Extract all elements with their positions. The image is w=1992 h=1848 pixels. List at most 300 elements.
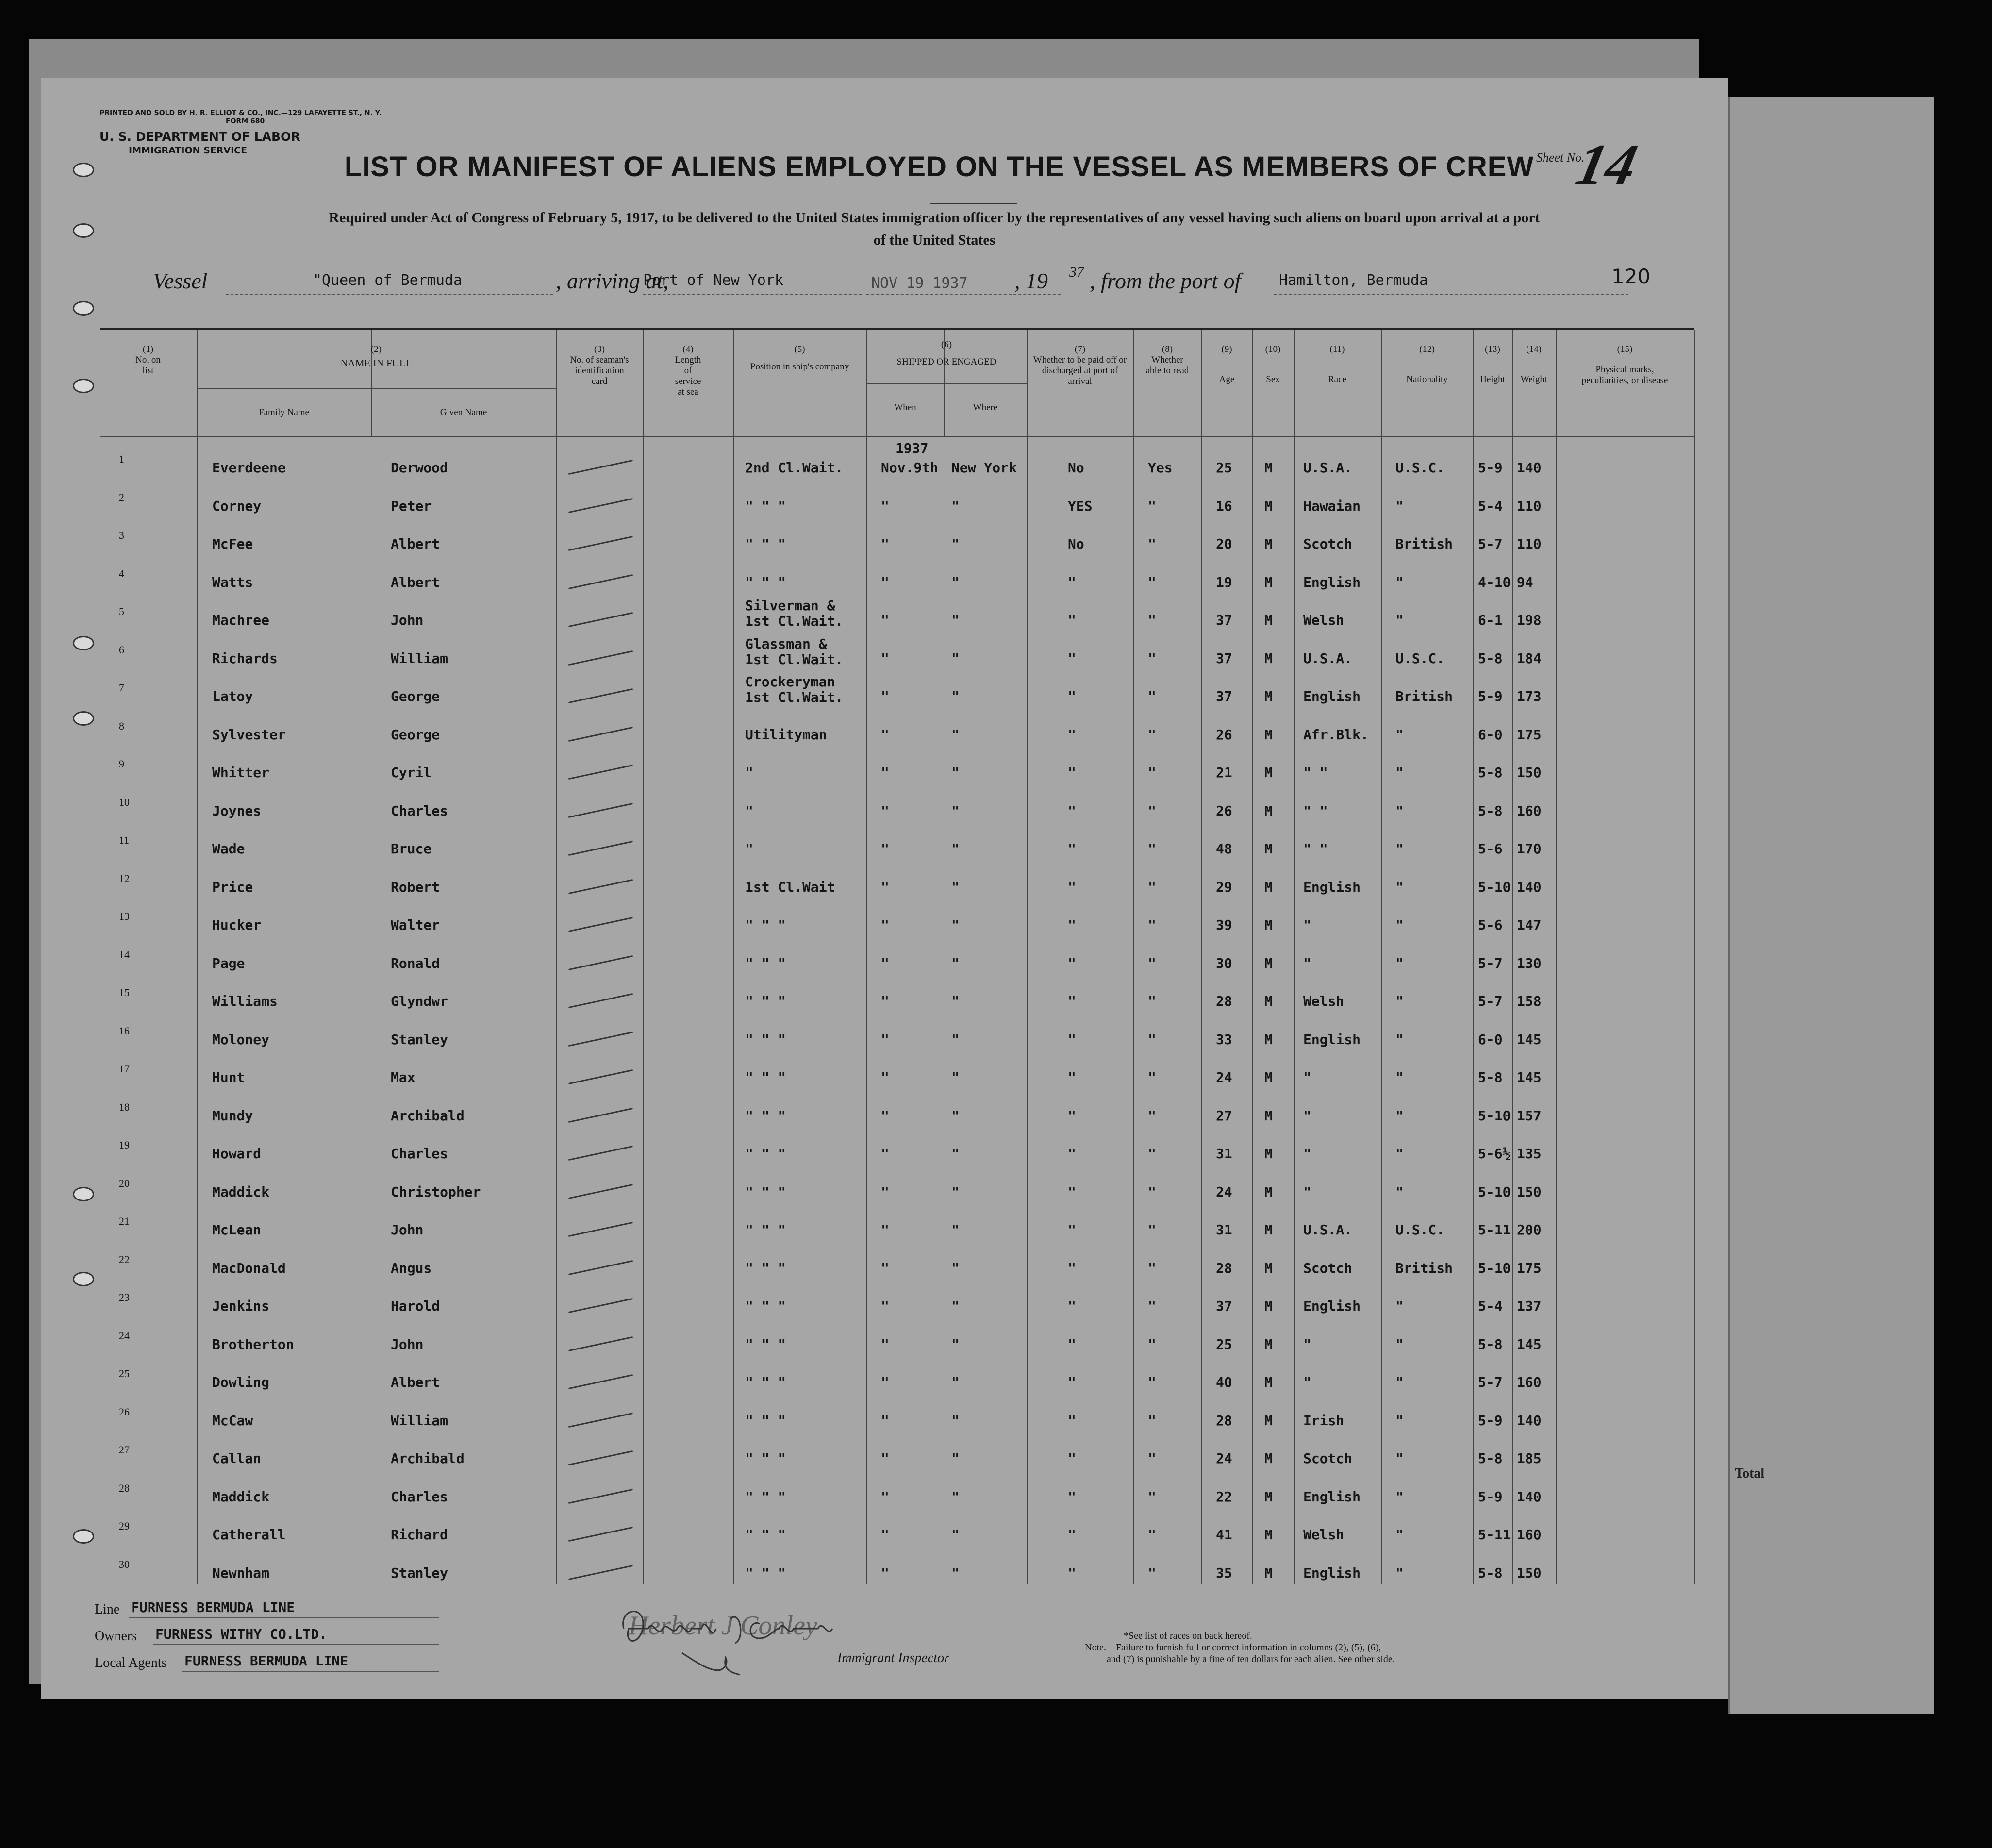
given-name: Charles xyxy=(391,1488,448,1505)
family-name: Page xyxy=(212,955,245,971)
sex: M xyxy=(1264,1146,1273,1162)
id-card-mark xyxy=(568,460,633,475)
sex: M xyxy=(1264,688,1273,704)
table-row xyxy=(100,986,1694,1028)
given-name: Charles xyxy=(391,1146,448,1162)
position: " " " xyxy=(745,1374,786,1390)
able-to-read: " xyxy=(1148,498,1156,514)
col7-number: (7) xyxy=(1074,344,1086,354)
binder-hole xyxy=(73,711,94,726)
height: 5-7 xyxy=(1478,536,1503,552)
shipped-when: " xyxy=(881,1412,889,1429)
given-name: Charles xyxy=(391,802,448,819)
sex: M xyxy=(1264,1374,1273,1390)
position: " " " xyxy=(745,955,786,971)
row-number: 30 xyxy=(119,1558,130,1570)
position: " " " xyxy=(745,498,786,514)
shipped-where: " xyxy=(951,1222,960,1238)
shipped-where: " xyxy=(951,1107,960,1124)
shipped-where: " xyxy=(951,574,960,590)
sex: M xyxy=(1264,1107,1273,1124)
paid-off: " xyxy=(1068,841,1076,857)
col8-header: Whether able to read xyxy=(1145,355,1189,376)
shipped-where: " xyxy=(951,879,960,895)
inspector-signature xyxy=(614,1599,896,1682)
nationality: " xyxy=(1395,1031,1404,1048)
family-name: McFee xyxy=(212,536,253,552)
table-row xyxy=(100,567,1694,609)
row-number: 18 xyxy=(119,1100,130,1113)
table-row xyxy=(100,1215,1694,1257)
col5-header: Position in ship's company xyxy=(750,362,849,372)
nationality: " xyxy=(1395,1336,1404,1352)
weight: 160 xyxy=(1517,802,1542,819)
nationality: " xyxy=(1395,498,1404,514)
height: 5-7 xyxy=(1478,955,1503,971)
row-number: 25 xyxy=(119,1367,130,1380)
weight: 160 xyxy=(1517,1374,1542,1390)
race: Welsh xyxy=(1303,993,1345,1009)
able-to-read: Yes xyxy=(1148,460,1173,476)
vessel-label: Vessel xyxy=(153,268,208,293)
able-to-read: " xyxy=(1148,1412,1156,1429)
shipped-where: " xyxy=(951,536,960,552)
nationality: " xyxy=(1395,841,1404,857)
row-number: 29 xyxy=(119,1520,130,1532)
line-underline xyxy=(129,1617,439,1618)
row-number: 24 xyxy=(119,1329,130,1342)
paid-off: No xyxy=(1068,460,1084,476)
able-to-read: " xyxy=(1148,1183,1156,1200)
id-card-mark xyxy=(568,688,633,703)
shipped-when: " xyxy=(881,1527,889,1543)
position: " " " xyxy=(745,1298,786,1314)
nationality: " xyxy=(1395,1107,1404,1124)
able-to-read: " xyxy=(1148,1069,1156,1085)
from-port-label: , from the port of xyxy=(1090,268,1241,293)
weight: 150 xyxy=(1517,1183,1542,1200)
position: Crockeryman xyxy=(745,674,835,690)
paid-off: " xyxy=(1068,1183,1076,1200)
shipped-where: " xyxy=(951,1336,960,1352)
shipped-where: " xyxy=(951,650,960,666)
height: 5-10 xyxy=(1478,1107,1511,1124)
family-name: Price xyxy=(212,879,253,895)
family-name: Watts xyxy=(212,574,253,590)
id-card-mark xyxy=(568,955,633,970)
weight: 158 xyxy=(1517,993,1542,1009)
position: " " " xyxy=(745,993,786,1009)
row-number: 4 xyxy=(119,567,124,580)
nationality: " xyxy=(1395,955,1404,971)
row-number: 22 xyxy=(119,1253,130,1265)
races-note: *See list of races on back hereof. xyxy=(1124,1631,1252,1641)
shipped-when: " xyxy=(881,574,889,590)
paid-off: " xyxy=(1068,650,1076,666)
id-card-mark xyxy=(568,1565,633,1580)
position: Glassman & xyxy=(745,635,827,652)
given-name: William xyxy=(391,1412,448,1429)
shipped-where: " xyxy=(951,765,960,781)
family-name: Williams xyxy=(212,993,278,1009)
age: 37 xyxy=(1216,612,1232,628)
age: 39 xyxy=(1216,917,1232,933)
row-number: 20 xyxy=(119,1177,130,1189)
sex: M xyxy=(1264,1488,1273,1505)
col9-header: Age xyxy=(1219,374,1235,384)
weight: 185 xyxy=(1517,1450,1542,1466)
height: 5-10 xyxy=(1478,879,1511,895)
shipped-where: " xyxy=(951,498,960,514)
printer-imprint: PRINTED AND SOLD BY H. R. ELLIOT & CO., INC.—129 LAFAYETTE ST., N. Y. FORM 680 xyxy=(100,109,382,125)
owners-label: Owners xyxy=(95,1629,137,1644)
position: " " " xyxy=(745,536,786,552)
col2-number: (2) xyxy=(370,344,382,354)
age: 16 xyxy=(1216,498,1232,514)
id-card-mark xyxy=(568,1031,633,1046)
height: 5-7 xyxy=(1478,1374,1503,1390)
id-card-mark xyxy=(568,1146,633,1161)
year-suffix: 37 xyxy=(1069,264,1084,280)
age: 24 xyxy=(1216,1183,1232,1200)
sex: M xyxy=(1264,1260,1273,1276)
weight: 140 xyxy=(1517,460,1542,476)
paid-off: " xyxy=(1068,1527,1076,1543)
col15-header: Physical marks, peculiarities, or disease xyxy=(1581,365,1668,385)
family-name: Machree xyxy=(212,612,270,628)
binder-hole xyxy=(73,379,94,393)
race: " xyxy=(1303,955,1311,971)
height: 5-11 xyxy=(1478,1527,1511,1543)
shipped-when: " xyxy=(881,955,889,971)
height: 5-8 xyxy=(1478,650,1503,666)
weight: 137 xyxy=(1517,1298,1542,1314)
vessel-name: "Queen of Bermuda xyxy=(313,272,463,289)
shipped-when: " xyxy=(881,879,889,895)
table-row xyxy=(100,1063,1694,1104)
height: 5-4 xyxy=(1478,498,1503,514)
family-name: Mundy xyxy=(212,1107,253,1124)
able-to-read: " xyxy=(1148,1222,1156,1238)
table-row xyxy=(100,598,1694,647)
weight: 157 xyxy=(1517,1107,1542,1124)
adjacent-page xyxy=(1728,97,1934,1714)
shipped-where: " xyxy=(951,917,960,933)
shipped-when: " xyxy=(881,802,889,819)
able-to-read: " xyxy=(1148,993,1156,1009)
sex: M xyxy=(1264,498,1273,514)
id-card-mark xyxy=(568,1107,633,1122)
table-row xyxy=(100,453,1694,495)
department-heading: U. S. DEPARTMENT OF LABOR IMMIGRATION SERVICE xyxy=(100,130,300,156)
row-number: 14 xyxy=(119,948,130,961)
shipped-where: " xyxy=(951,1450,960,1466)
race: Afr.Blk. xyxy=(1303,726,1369,743)
binder-hole xyxy=(73,223,94,238)
paid-off: " xyxy=(1068,1374,1076,1390)
given-name: Robert xyxy=(391,879,440,895)
row-number: 17 xyxy=(119,1063,130,1075)
age: 28 xyxy=(1216,1260,1232,1276)
shipped-when: " xyxy=(881,1565,889,1581)
row-number: 8 xyxy=(119,719,124,732)
id-card-mark xyxy=(568,1412,633,1427)
shipped-where: " xyxy=(951,688,960,704)
nationality: " xyxy=(1395,574,1404,590)
shipped-when: " xyxy=(881,1107,889,1124)
able-to-read: " xyxy=(1148,574,1156,590)
weight: 200 xyxy=(1517,1222,1542,1238)
race: Scotch xyxy=(1303,1260,1353,1276)
title-rule xyxy=(930,203,1017,204)
position: " " " xyxy=(745,574,786,590)
age: 24 xyxy=(1216,1069,1232,1085)
arrival-port: Port of New York xyxy=(643,272,783,289)
line-value: FURNESS BERMUDA LINE xyxy=(131,1599,295,1615)
sex: M xyxy=(1264,1336,1273,1352)
shipped-when: " xyxy=(881,536,889,552)
family-name: Hucker xyxy=(212,917,262,933)
paid-off: " xyxy=(1068,955,1076,971)
race: " xyxy=(1303,1146,1311,1162)
weight: 170 xyxy=(1517,841,1542,857)
paid-off: " xyxy=(1068,1412,1076,1429)
given-name: Christopher xyxy=(391,1183,481,1200)
sex: M xyxy=(1264,1069,1273,1085)
position: " " " xyxy=(745,1146,786,1162)
age: 21 xyxy=(1216,765,1232,781)
col1-number: (1) xyxy=(142,344,154,354)
able-to-read: " xyxy=(1148,917,1156,933)
shipped-when: " xyxy=(881,688,889,704)
family-name: Whitter xyxy=(212,765,270,781)
position: " xyxy=(745,802,753,819)
row-number: 16 xyxy=(119,1024,130,1037)
table-row xyxy=(100,529,1694,571)
height: 6-0 xyxy=(1478,1031,1503,1048)
row-number: 3 xyxy=(119,529,124,541)
col2-header: NAME IN FULL xyxy=(340,357,412,369)
paid-off: " xyxy=(1068,917,1076,933)
given-name: George xyxy=(391,688,440,704)
weight: 145 xyxy=(1517,1336,1542,1352)
departure-port: Hamilton, Bermuda xyxy=(1279,272,1428,289)
race: " xyxy=(1303,1183,1311,1200)
year-header: 1937 xyxy=(896,440,929,456)
family-name: Brotherton xyxy=(212,1336,294,1352)
fine-note-2: and (7) is punishable by a fine of ten dollars for each alien. See other side. xyxy=(1107,1654,1395,1665)
age: 22 xyxy=(1216,1488,1232,1505)
row-number: 23 xyxy=(119,1291,130,1303)
race: English xyxy=(1303,1031,1361,1048)
arriving-label: , arriving at, xyxy=(556,268,669,293)
owners-value: FURNESS WITHY CO.LTD. xyxy=(155,1626,328,1642)
id-card-mark xyxy=(568,841,633,856)
family-name: Latoy xyxy=(212,688,253,704)
col4-header: Length of service at sea xyxy=(675,355,701,397)
age: 31 xyxy=(1216,1222,1232,1238)
given-name: Angus xyxy=(391,1260,432,1276)
height: 4-10 xyxy=(1478,574,1511,590)
age: 41 xyxy=(1216,1527,1232,1543)
table-row xyxy=(100,1444,1694,1485)
age: 35 xyxy=(1216,1565,1232,1581)
fine-note-1: Note.—Failure to furnish full or correct information in columns (2), (5), (6), xyxy=(1085,1642,1381,1653)
paid-off: " xyxy=(1068,1565,1076,1581)
shipped-where: " xyxy=(951,1488,960,1505)
paid-off: " xyxy=(1068,802,1076,819)
family-name: MacDonald xyxy=(212,1260,286,1276)
able-to-read: " xyxy=(1148,612,1156,628)
height: 5-6 xyxy=(1478,841,1503,857)
position: Utilityman xyxy=(745,726,827,743)
family-name: McLean xyxy=(212,1222,262,1238)
age: 48 xyxy=(1216,841,1232,857)
height: 5-6 xyxy=(1478,917,1503,933)
inspector-label: Immigrant Inspector xyxy=(837,1650,949,1665)
sex: M xyxy=(1264,1183,1273,1200)
race: English xyxy=(1303,574,1361,590)
table-row xyxy=(100,1177,1694,1219)
height: 5-9 xyxy=(1478,460,1503,476)
id-card-mark xyxy=(568,498,633,513)
family-name: Everdeene xyxy=(212,460,286,476)
col12-number: (12) xyxy=(1419,344,1435,354)
manifest-footer xyxy=(41,1587,1728,1699)
col6-when-header: When xyxy=(894,402,916,413)
table-row xyxy=(100,1405,1694,1448)
position-line-2: 1st Cl.Wait. xyxy=(745,689,844,705)
shipped-where: " xyxy=(951,1527,960,1543)
position: " " " xyxy=(745,1107,786,1124)
able-to-read: " xyxy=(1148,536,1156,552)
col11-number: (11) xyxy=(1329,344,1345,354)
id-card-mark xyxy=(568,1069,633,1084)
race: U.S.A. xyxy=(1303,460,1353,476)
shipped-when: " xyxy=(881,1183,889,1200)
able-to-read: " xyxy=(1148,1260,1156,1276)
row-number: 7 xyxy=(119,682,124,694)
sex: M xyxy=(1264,1298,1273,1314)
given-name: Stanley xyxy=(391,1031,448,1048)
height: 5-9 xyxy=(1478,688,1503,704)
race: Welsh xyxy=(1303,1527,1345,1543)
id-card-mark xyxy=(568,1298,633,1313)
shipped-when: " xyxy=(881,993,889,1009)
position: " " " xyxy=(745,1222,786,1238)
height: 5-10 xyxy=(1478,1183,1511,1200)
weight: 135 xyxy=(1517,1146,1542,1162)
paid-off: " xyxy=(1068,1450,1076,1466)
id-card-mark xyxy=(568,993,633,1008)
height: 5-8 xyxy=(1478,1069,1503,1085)
sex: M xyxy=(1264,1565,1273,1581)
weight: 145 xyxy=(1517,1031,1542,1048)
col6-where-header: Where xyxy=(973,402,998,413)
able-to-read: " xyxy=(1148,650,1156,666)
given-name: Archibald xyxy=(391,1107,465,1124)
height: 5-11 xyxy=(1478,1222,1511,1238)
family-name: Corney xyxy=(212,498,262,514)
age: 27 xyxy=(1216,1107,1232,1124)
row-number: 12 xyxy=(119,872,130,884)
position: " " " xyxy=(745,1527,786,1543)
sex: M xyxy=(1264,765,1273,781)
given-name: Walter xyxy=(391,917,440,933)
paid-off: " xyxy=(1068,726,1076,743)
nationality: " xyxy=(1395,765,1404,781)
height: 5-8 xyxy=(1478,1450,1503,1466)
table-row xyxy=(100,491,1694,533)
line-label: Line xyxy=(95,1602,120,1617)
nationality: British xyxy=(1395,536,1453,552)
weight: 145 xyxy=(1517,1069,1542,1085)
family-name: Newnham xyxy=(212,1565,270,1581)
table-row xyxy=(100,1329,1694,1371)
position: " " " xyxy=(745,1450,786,1466)
shipped-when: " xyxy=(881,1146,889,1162)
able-to-read: " xyxy=(1148,955,1156,971)
race: Scotch xyxy=(1303,536,1353,552)
binder-hole xyxy=(73,163,94,177)
able-to-read: " xyxy=(1148,1488,1156,1505)
table-row xyxy=(100,674,1694,723)
family-name: Wade xyxy=(212,841,245,857)
signature-text: Herbert J Conley xyxy=(629,1611,817,1641)
shipped-where: " xyxy=(951,993,960,1009)
race: " " xyxy=(1303,765,1328,781)
year-prefix: , 19 xyxy=(1014,268,1048,293)
position: 1st Cl.Wait xyxy=(745,879,835,895)
family-name: Callan xyxy=(212,1450,262,1466)
position: " " " xyxy=(745,1260,786,1276)
given-name: George xyxy=(391,726,440,743)
agents-value: FURNESS BERMUDA LINE xyxy=(184,1653,349,1669)
shipped-when: " xyxy=(881,1069,889,1085)
sex: M xyxy=(1264,841,1273,857)
agents-underline xyxy=(182,1671,439,1672)
id-card-mark xyxy=(568,1527,633,1542)
family-name: Moloney xyxy=(212,1031,270,1048)
age: 26 xyxy=(1216,802,1232,819)
col13-number: (13) xyxy=(1485,344,1500,354)
nationality: " xyxy=(1395,726,1404,743)
col12-header: Nationality xyxy=(1406,374,1448,384)
position: " xyxy=(745,841,753,857)
given-name: Bruce xyxy=(391,841,432,857)
able-to-read: " xyxy=(1148,688,1156,704)
id-card-mark xyxy=(568,1183,633,1199)
able-to-read: " xyxy=(1148,802,1156,819)
age: 25 xyxy=(1216,1336,1232,1352)
shipped-where: " xyxy=(951,1374,960,1390)
given-name: Peter xyxy=(391,498,432,514)
given-name: John xyxy=(391,1336,424,1352)
shipped-where: " xyxy=(951,955,960,971)
col3-number: (3) xyxy=(594,344,605,354)
age: 37 xyxy=(1216,1298,1232,1314)
nationality: " xyxy=(1395,1412,1404,1429)
alien-count: 120 xyxy=(1611,265,1651,288)
sex: M xyxy=(1264,917,1273,933)
sex: M xyxy=(1264,879,1273,895)
family-name: Hunt xyxy=(212,1069,245,1085)
nationality: " xyxy=(1395,1183,1404,1200)
race: " " xyxy=(1303,802,1328,819)
height: 5-6½ xyxy=(1478,1146,1511,1162)
position-line-2: 1st Cl.Wait. xyxy=(745,613,844,629)
row-number: 13 xyxy=(119,910,130,922)
